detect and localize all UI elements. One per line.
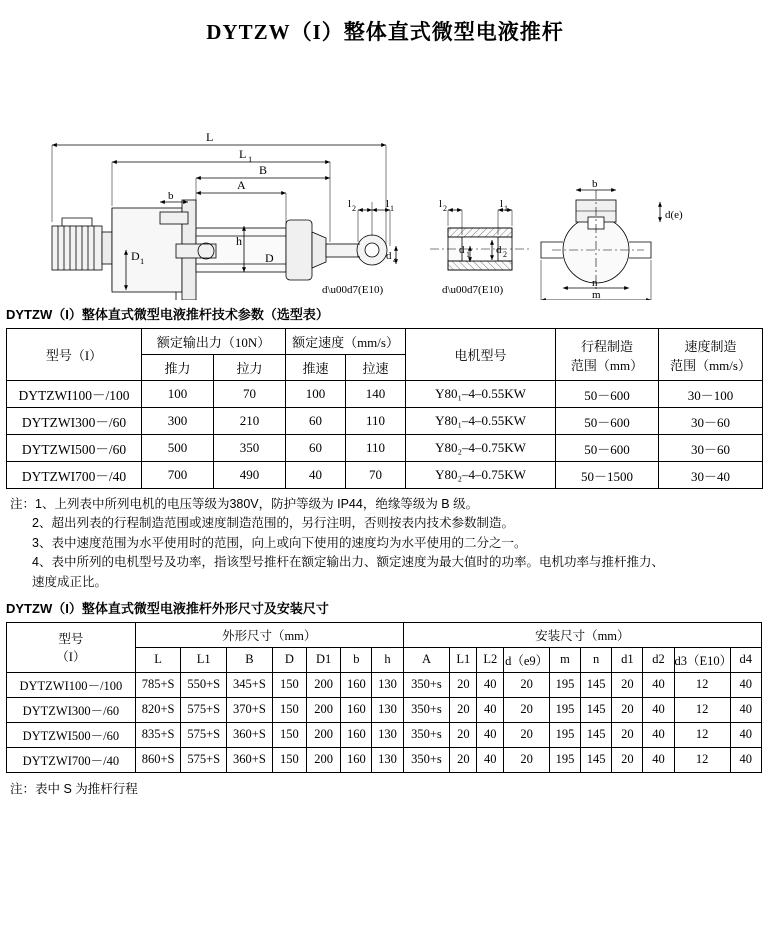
dims-value: 12 [674, 672, 730, 697]
spec-push: 700 [142, 462, 214, 489]
label-de: d(e) [665, 209, 683, 221]
dims-value: 860+S [135, 747, 181, 772]
dims-value: 370+S [227, 697, 273, 722]
spec-push: 500 [142, 435, 214, 462]
spec-header-rated-output: 额定输出力（10N） [142, 329, 286, 355]
label-d2: d [496, 244, 502, 256]
dims-header-outer: 外形尺寸（mm） [135, 622, 403, 647]
spec-note-2: 2、超出列表的行程制造范围或速度制造范围的，另行注明，否则按表内技术参数制造。 [32, 516, 514, 531]
dims-value: 40 [477, 747, 504, 772]
dims-value: 20 [612, 722, 643, 747]
speed-range-line2: 范围（mm/s） [670, 357, 751, 373]
label-dxE10-left: d\u00d7(E10) [322, 284, 384, 296]
spec-notes [0, 489, 770, 594]
spec-model: DYTZWI300－/60 [7, 408, 142, 435]
label-L1: L [239, 147, 247, 161]
spec-header-push-speed: 推速 [286, 355, 346, 381]
dims-value: 575+S [181, 722, 227, 747]
spec-note-1: 注：1、上列表中所列电机的电压等级为380V，防护等级为 IP44，绝缘等级为 B 级。 [10, 497, 479, 511]
dims-value: 160 [341, 697, 372, 722]
dims-value: 40 [643, 697, 674, 722]
technical-drawing [0, 50, 770, 300]
spec-motor: Y80₁–4–0.55KW [406, 381, 556, 408]
dims-header-model-line2: （I） [56, 650, 86, 665]
spec-push-speed: 40 [286, 462, 346, 489]
svg-text:1: 1 [466, 250, 470, 259]
dims-value: 160 [341, 672, 372, 697]
dims-header-model-line1: 型号 [58, 632, 84, 647]
label-d1: d [459, 244, 465, 256]
label-b-left: b [168, 190, 174, 202]
dims-value: 20 [504, 747, 550, 772]
dims-value: 12 [674, 747, 730, 772]
dims-value: 360+S [227, 747, 273, 772]
dims-col-h: h [372, 647, 403, 672]
dims-value: 40 [477, 697, 504, 722]
spec-speed: 30－60 [659, 408, 763, 435]
spec-pull: 210 [214, 408, 286, 435]
dims-model: DYTZWI100－/100 [7, 672, 136, 697]
spec-motor: Y80₂–4–0.75KW [406, 462, 556, 489]
svg-text:2: 2 [503, 250, 507, 259]
svg-text:2: 2 [352, 204, 356, 213]
spec-stroke: 50－600 [556, 408, 659, 435]
dims-value: 200 [307, 672, 341, 697]
dims-value: 150 [272, 672, 306, 697]
table-row [7, 408, 763, 435]
dims-value: 835+S [135, 722, 181, 747]
page-title: DYTZW（I）整体直式微型电液推杆 [206, 20, 564, 44]
spec-section-heading: DYTZW（I）整体直式微型电液推杆技术参数（选型表） [6, 307, 329, 322]
label-dxE10-mid: d\u00d7(E10) [442, 284, 504, 296]
spec-speed: 30－60 [659, 435, 763, 462]
svg-text:2: 2 [443, 204, 447, 213]
dims-value: 20 [504, 722, 550, 747]
spec-note-4-cont: 速度成正比。 [32, 574, 108, 589]
dims-value: 345+S [227, 672, 273, 697]
label-b-top: b [592, 178, 598, 190]
svg-text:1: 1 [248, 154, 253, 164]
dims-col-m: m [549, 647, 580, 672]
spec-header-model: 型号（I） [7, 329, 142, 381]
dims-value: 360+S [227, 722, 273, 747]
spec-model: DYTZWI100－/100 [7, 381, 142, 408]
dimensions-table [6, 622, 762, 773]
dims-value: 40 [477, 722, 504, 747]
table-row [7, 381, 763, 408]
spec-header-pull: 拉力 [214, 355, 286, 381]
dims-value: 40 [730, 747, 761, 772]
dims-value: 40 [477, 672, 504, 697]
spec-header-rated-speed: 额定速度（mm/s） [286, 329, 406, 355]
spec-note-4: 4、表中所列的电机型号及功率，指该型号推杆在额定输出力、额定速度为最大值时的功率。电机功率与推杆推力、 [32, 555, 664, 570]
dims-value: 40 [730, 722, 761, 747]
dims-header-model [7, 622, 136, 672]
dims-value: 195 [549, 697, 580, 722]
spec-pull: 350 [214, 435, 286, 462]
label-m: m [592, 289, 601, 300]
dims-value: 350+s [403, 747, 450, 772]
dims-value: 12 [674, 722, 730, 747]
spec-model: DYTZWI700－/40 [7, 462, 142, 489]
dims-value: 195 [549, 722, 580, 747]
dims-value: 160 [341, 722, 372, 747]
spec-pull: 490 [214, 462, 286, 489]
dims-value: 150 [272, 722, 306, 747]
table-row [7, 697, 762, 722]
dims-value: 350+s [403, 697, 450, 722]
dims-value: 20 [504, 672, 550, 697]
label-L: L [206, 130, 214, 144]
table-row [7, 722, 762, 747]
label-d4: d [386, 250, 392, 262]
spec-header-speed-range [659, 329, 763, 381]
dims-model: DYTZWI300－/60 [7, 697, 136, 722]
spec-pull-speed: 70 [346, 462, 406, 489]
dims-section-heading: DYTZW（I）整体直式微型电液推杆外形尺寸及安装尺寸 [6, 600, 329, 616]
dims-col-L2: L2 [477, 647, 504, 672]
spec-header-motor-model: 电机型号 [406, 329, 556, 381]
dims-value: 160 [341, 747, 372, 772]
stroke-range-line2: 范围（mm） [570, 357, 644, 373]
table-row [7, 672, 762, 697]
svg-text:1: 1 [390, 204, 394, 213]
dims-value: 150 [272, 747, 306, 772]
dims-col-d2: d2 [643, 647, 674, 672]
dims-value: 40 [730, 697, 761, 722]
dims-value: 195 [549, 747, 580, 772]
dims-col-L: L [135, 647, 181, 672]
dims-value: 20 [504, 697, 550, 722]
dims-value: 200 [307, 697, 341, 722]
dims-col-d-e9: d（e9） [504, 647, 550, 672]
label-D1: D [131, 249, 140, 263]
dims-col-L1: L1 [181, 647, 227, 672]
dims-value: 145 [581, 672, 612, 697]
spec-motor: Y80₁–4–0.55KW [406, 408, 556, 435]
dims-col-D1: D1 [307, 647, 341, 672]
dims-value: 195 [549, 672, 580, 697]
dims-value: 200 [307, 722, 341, 747]
label-l2-left: l [348, 198, 352, 210]
dims-value: 40 [643, 747, 674, 772]
dims-model: DYTZWI500－/60 [7, 722, 136, 747]
dims-col-n: n [581, 647, 612, 672]
dims-model: DYTZWI700－/40 [7, 747, 136, 772]
spec-pull-speed: 140 [346, 381, 406, 408]
dims-value: 20 [450, 697, 477, 722]
dims-group-header-row [7, 622, 762, 647]
svg-text:4: 4 [393, 256, 397, 265]
label-l1-left: l [386, 198, 390, 210]
table-row [7, 747, 762, 772]
spec-push-speed: 60 [286, 435, 346, 462]
dims-col-b: b [341, 647, 372, 672]
dims-header-install: 安装尺寸（mm） [403, 622, 761, 647]
dims-col-d1: d1 [612, 647, 643, 672]
spec-stroke: 50－1500 [556, 462, 659, 489]
spec-header-row-1 [7, 329, 763, 355]
spec-speed: 30－100 [659, 381, 763, 408]
dims-col-B: B [227, 647, 273, 672]
dims-value: 20 [612, 697, 643, 722]
spec-pull-speed: 110 [346, 408, 406, 435]
dims-value: 20 [450, 722, 477, 747]
label-D: D [265, 251, 274, 265]
spec-stroke: 50－600 [556, 435, 659, 462]
spec-speed: 30－40 [659, 462, 763, 489]
dims-value: 820+S [135, 697, 181, 722]
spec-header-pull-speed: 拉速 [346, 355, 406, 381]
dims-value: 350+s [403, 722, 450, 747]
dims-col-A: A [403, 647, 450, 672]
dims-value: 130 [372, 697, 403, 722]
spec-pull-speed: 110 [346, 435, 406, 462]
spec-push-speed: 60 [286, 408, 346, 435]
dims-value: 150 [272, 697, 306, 722]
dims-value: 40 [730, 672, 761, 697]
dims-value: 145 [581, 722, 612, 747]
speed-range-line1: 速度制造 [684, 338, 737, 354]
spec-model: DYTZWI500－/60 [7, 435, 142, 462]
table-row [7, 462, 763, 489]
dims-value: 20 [450, 672, 477, 697]
label-A: A [237, 178, 246, 192]
label-l2-mid: l [439, 198, 443, 210]
dims-value: 40 [643, 722, 674, 747]
dims-col-d4: d4 [730, 647, 761, 672]
svg-text:1: 1 [140, 256, 145, 266]
table-row [7, 435, 763, 462]
spec-note-3: 3、表中速度范围为水平使用时的范围，向上或向下使用的速度均为水平使用的二分之一。 [32, 535, 527, 550]
spec-stroke: 50－600 [556, 381, 659, 408]
spec-push: 300 [142, 408, 214, 435]
dims-value: 785+S [135, 672, 181, 697]
dims-col-L1i: L1 [450, 647, 477, 672]
spec-pull: 70 [214, 381, 286, 408]
dims-value: 20 [612, 672, 643, 697]
label-n: n [592, 277, 598, 289]
dims-value: 130 [372, 722, 403, 747]
dims-value: 575+S [181, 747, 227, 772]
dims-value: 20 [612, 747, 643, 772]
dims-value: 550+S [181, 672, 227, 697]
svg-text:1: 1 [504, 204, 508, 213]
spec-motor: Y80₂–4–0.75KW [406, 435, 556, 462]
dims-value: 350+s [403, 672, 450, 697]
dims-value: 130 [372, 747, 403, 772]
dims-col-d3: d3（E10） [674, 647, 730, 672]
dims-value: 20 [450, 747, 477, 772]
spec-push: 100 [142, 381, 214, 408]
spec-header-push: 推力 [142, 355, 214, 381]
dims-value: 145 [581, 747, 612, 772]
dims-col-D: D [272, 647, 306, 672]
spec-push-speed: 100 [286, 381, 346, 408]
dims-value: 575+S [181, 697, 227, 722]
dims-value: 130 [372, 672, 403, 697]
spec-header-stroke-range [556, 329, 659, 381]
dims-value: 200 [307, 747, 341, 772]
label-h: h [236, 234, 242, 248]
dims-value: 12 [674, 697, 730, 722]
label-B: B [259, 163, 268, 177]
stroke-range-line1: 行程制造 [581, 338, 634, 354]
label-l1-mid: l [500, 198, 504, 210]
dims-note: 注：表中 S 为推杆行程 [10, 781, 138, 796]
spec-table [6, 328, 763, 489]
dims-value: 40 [643, 672, 674, 697]
dims-value: 145 [581, 697, 612, 722]
